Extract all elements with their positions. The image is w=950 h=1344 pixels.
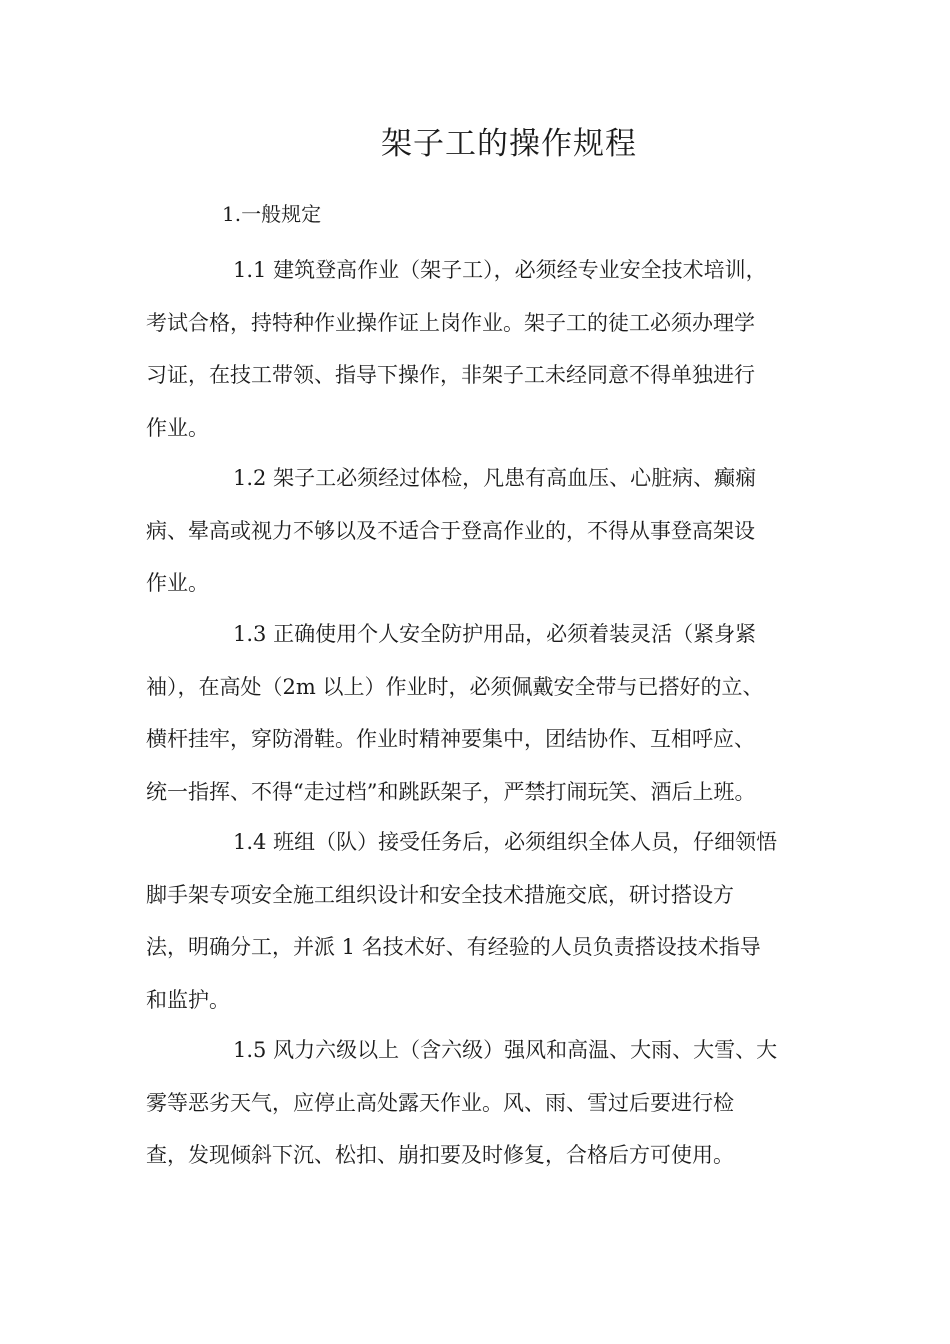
paragraph-line: 病、晕高或视力不够以及不适合于登高作业的，不得从事登高架设 xyxy=(146,518,755,543)
paragraph-line: 考试合格，持特种作业操作证上岗作业。架子工的徒工必须办理学 xyxy=(146,310,755,335)
document-title: 架子工的操作规程 xyxy=(381,126,637,162)
paragraph-line: 统一指挥、不得“走过档”和跳跃架子，严禁打闹玩笑、酒后上班。 xyxy=(146,779,756,804)
paragraph-1-3 xyxy=(146,608,808,818)
paragraph-line: 作业。 xyxy=(146,415,209,440)
paragraph-line: 脚手架专项安全施工组织设计和安全技术措施交底，研讨搭设方 xyxy=(146,882,734,907)
paragraph-line: 1.1 建筑登高作业（架子工），必须经专业安全技术培训， xyxy=(233,258,767,282)
paragraph-line: 和监护。 xyxy=(146,987,230,1012)
paragraph-line: 作业。 xyxy=(146,571,209,595)
paragraph-1-1 xyxy=(146,244,808,454)
paragraph-line: 1.2 架子工必须经过体检，凡患有高血压、心脏病、癫痫 xyxy=(233,466,757,490)
paragraph-line: 横杆挂牢，穿防滑鞋。作业时精神要集中，团结协作、互相呼应、 xyxy=(146,727,755,751)
paragraph-1-5 xyxy=(146,1024,808,1182)
paragraph-line: 1.3 正确使用个人安全防护用品，必须着装灵活（紧身紧 xyxy=(233,622,757,646)
paragraph-line: 袖），在高处（2m 以上）作业时，必须佩戴安全带与已搭好的立、 xyxy=(146,674,764,699)
paragraph-line: 雾等恶劣天气，应停止高处露天作业。风、雨、雪过后要进行检 xyxy=(146,1090,734,1115)
paragraph-line: 习证，在技工带领、指导下操作，非架子工未经同意不得单独进行 xyxy=(146,363,755,387)
paragraph-line: 法，明确分工，并派 1 名技术好、有经验的人员负责搭设技术指导 xyxy=(146,935,761,959)
paragraph-line: 1.4 班组（队）接受任务后，必须组织全体人员，仔细领悟 xyxy=(233,830,778,854)
paragraph-1-4 xyxy=(146,816,808,1026)
paragraph-line: 1.5 风力六级以上（含六级）强风和高温、大雨、大雪、大 xyxy=(233,1038,778,1062)
paragraph-1-2 xyxy=(146,452,808,610)
paragraph-line: 查，发现倾斜下沉、松扣、崩扣要及时修复，合格后方可使用。 xyxy=(146,1143,734,1167)
section-heading: 1.一般规定 xyxy=(222,202,322,226)
